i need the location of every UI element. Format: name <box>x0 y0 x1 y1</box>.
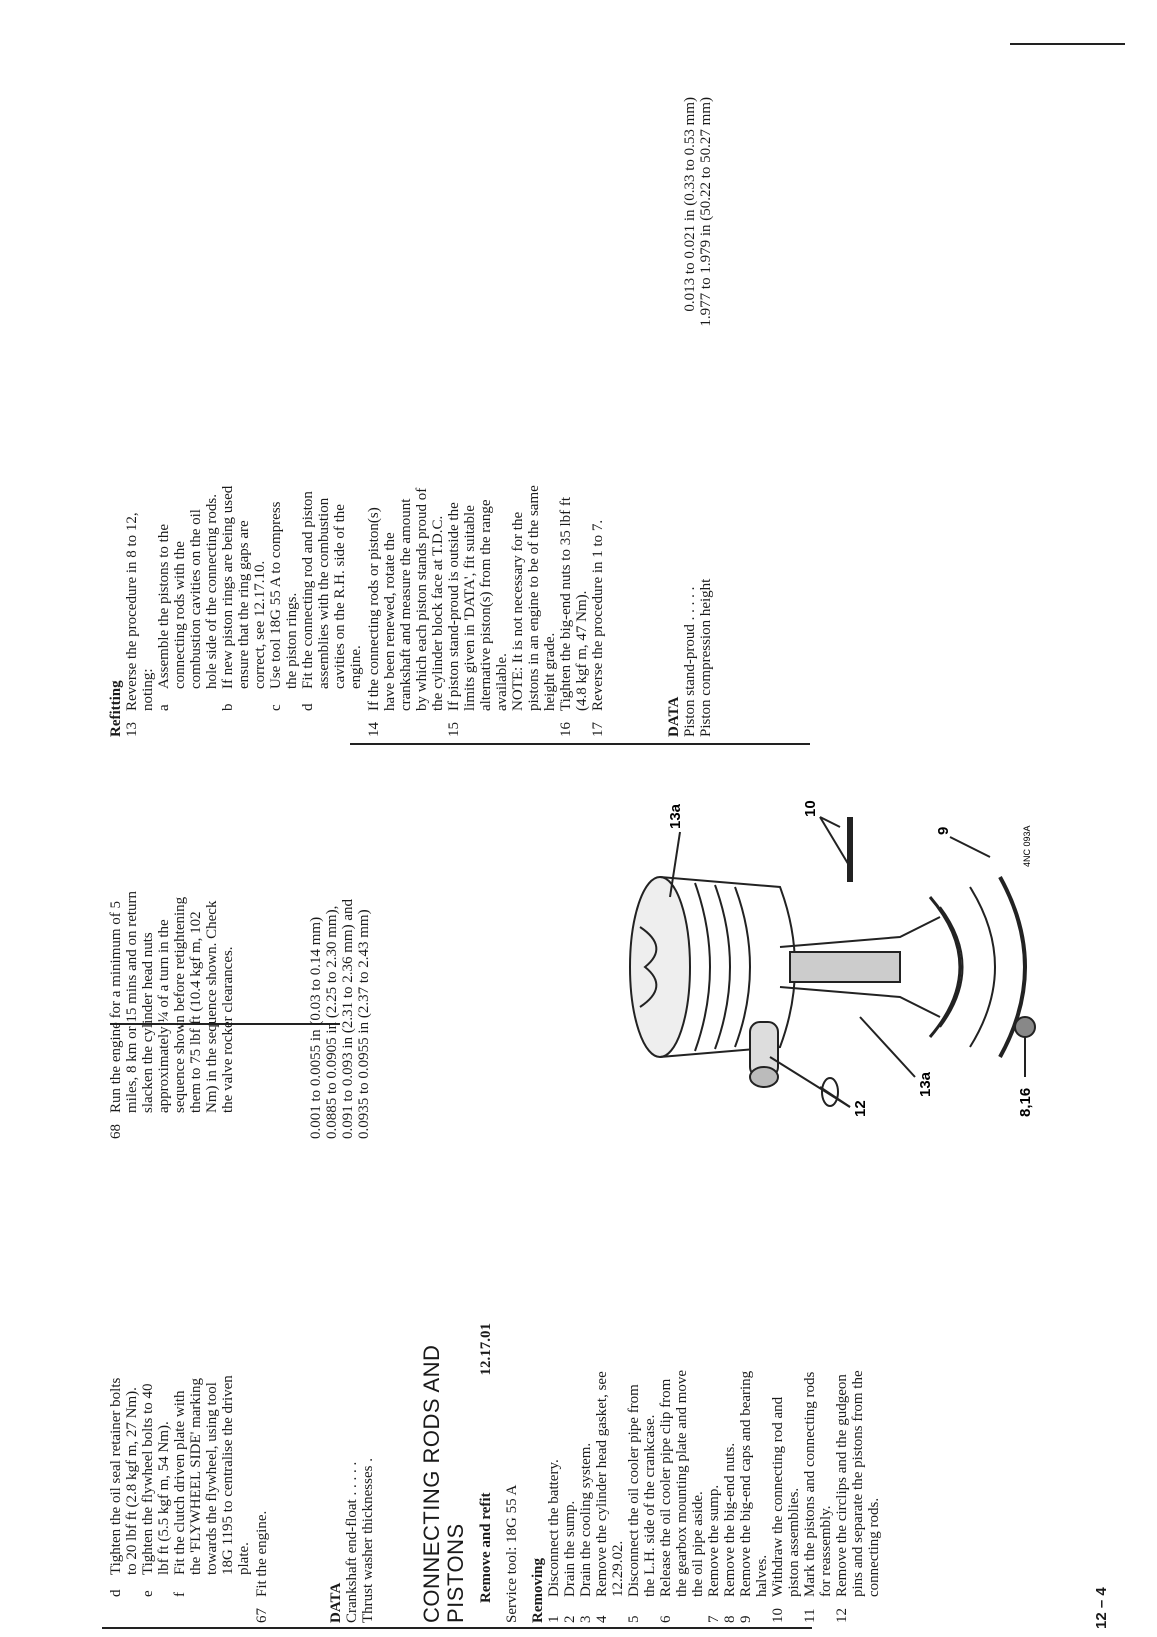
callout-13a-top: 13a <box>667 803 684 829</box>
data-value: 0.0935 to 0.0955 in (2.37 to 2.43 mm) <box>356 909 372 1139</box>
step-text: Drain the sump. <box>562 1500 578 1597</box>
removing-step <box>706 1323 722 1623</box>
step-text: Drain the cooling system. <box>578 1442 594 1597</box>
removing-step <box>578 1323 594 1623</box>
step-letter: a <box>156 704 172 711</box>
step-text: crankshaft and measure the amount <box>398 498 414 711</box>
step-number: 3 <box>578 1615 594 1623</box>
step-68 <box>108 849 236 1139</box>
removing-step <box>770 1323 802 1623</box>
step-text: by which each piston stands proud of <box>414 487 430 711</box>
step-f <box>172 1323 252 1623</box>
removing-step <box>738 1323 770 1623</box>
data-label: Crankshaft end-float . . . . . <box>344 1461 360 1623</box>
step-number: 7 <box>706 1615 722 1623</box>
step-number: 10 <box>770 1608 786 1623</box>
step-text: them to 75 lbf ft (10.4 kgf m, 102 <box>188 911 204 1113</box>
step-letter: b <box>220 703 236 711</box>
step-text: towards the flywheel, using tool <box>204 1382 220 1575</box>
step-text: lbf ft (5.5 kgf m, 54 Nm). <box>156 1421 172 1575</box>
step-text: Disconnect the oil cooler pipe from <box>626 1384 642 1597</box>
step-text: Reverse the procedure in 1 to 7. <box>590 519 606 711</box>
step-number: 12 <box>834 1608 850 1623</box>
step-text: Fit the clutch driven plate with <box>172 1390 188 1575</box>
step-text: have been renewed, rotate the <box>382 532 398 711</box>
column-3 <box>108 97 714 737</box>
step-number: 15 <box>446 722 462 737</box>
step-text: Remove the sump. <box>706 1484 722 1597</box>
step-number: 9 <box>738 1615 754 1623</box>
step-text: If piston stand-proud is outside the <box>446 502 462 711</box>
step-text: 12.29.02. <box>610 1540 626 1597</box>
step-text: the gearbox mounting plate and move <box>674 1369 690 1597</box>
step-text: alternative piston(s) from the range <box>478 499 494 711</box>
step-text: If the connecting rods or piston(s) <box>366 507 382 711</box>
step-number: 1 <box>546 1615 562 1623</box>
step-text: Tighten the oil seal retainer bolts <box>108 1377 124 1575</box>
step-number: 16 <box>558 722 574 737</box>
step-number: 4 <box>594 1615 610 1623</box>
column-1 <box>108 1323 882 1623</box>
step-text: approximately ¼ of a turn in the <box>156 919 172 1113</box>
removing-heading: Removing <box>530 1558 546 1623</box>
step-text: Fit the engine. <box>254 1510 270 1597</box>
step-letter: f <box>172 1592 188 1597</box>
step-14 <box>366 437 446 737</box>
step-text: hole side of the connecting rods. <box>204 494 220 689</box>
step-text: Reverse the procedure in 8 to 12, <box>124 512 140 711</box>
step-text: 18G 1195 to centralise the driven <box>220 1375 236 1575</box>
step-text: Fit the connecting rod and piston <box>300 491 316 689</box>
data-values-1 <box>308 849 372 1139</box>
step-number: 6 <box>658 1615 674 1623</box>
data-value: 0.013 to 0.021 in (0.33 to 0.53 mm) <box>682 97 698 312</box>
column-divider-2 <box>350 743 810 745</box>
step-text: to 20 lbf ft (2.8 kgf m, 27 Nm). <box>124 1387 140 1575</box>
data-value: 0.091 to 0.093 in (2.31 to 2.36 mm) and <box>340 899 356 1139</box>
removing-step <box>834 1323 882 1623</box>
step-number: 11 <box>802 1608 818 1623</box>
step-text: halves. <box>754 1554 770 1597</box>
step-text: noting: <box>140 668 156 711</box>
data-label: Piston stand-proud . . . . . <box>682 586 698 737</box>
step-text: Withdraw the connecting rod and <box>770 1396 786 1597</box>
removing-step <box>802 1323 834 1623</box>
page-number: 12 – 4 <box>1093 1587 1110 1629</box>
section-title: CONNECTING RODS AND <box>419 1344 444 1623</box>
step-number: 8 <box>722 1615 738 1623</box>
removing-step <box>722 1323 738 1623</box>
data-row-stand-proud <box>682 97 698 737</box>
step-text: available. <box>494 653 510 711</box>
step-text: Mark the pistons and connecting rods <box>802 1371 818 1597</box>
refitting-heading: Refitting <box>108 680 124 737</box>
note-text: height grade. <box>542 632 558 711</box>
callout-12: 12 <box>852 1100 869 1117</box>
assembly-steps-list <box>108 1323 270 1623</box>
step-text: Remove the circlips and the gudgeon <box>834 1374 850 1597</box>
step-text: engine. <box>348 645 364 689</box>
note-text: NOTE: It is not necessary for the <box>510 511 526 711</box>
step-text: plate. <box>236 1542 252 1575</box>
step-e <box>140 1323 172 1623</box>
callout-13a-bottom: 13a <box>917 1071 934 1097</box>
step-text: Nm) in the sequence shown. Check <box>204 900 220 1113</box>
step-text: connecting rods. <box>866 1497 882 1597</box>
step-text: sequence shown before retightening <box>172 896 188 1113</box>
data-label: Piston compression height <box>698 578 714 737</box>
step-15 <box>446 437 558 737</box>
removing-step <box>626 1323 658 1623</box>
step-text: miles, 8 km or 15 mins and on return <box>124 890 140 1113</box>
data-value: 1.977 to 1.979 in (50.22 to 50.27 mm) <box>698 97 714 327</box>
service-tool: Service tool: 18G 55 A <box>504 1484 520 1623</box>
step-d <box>108 1323 140 1623</box>
data-heading: DATA <box>328 1582 344 1623</box>
step-17 <box>590 437 606 737</box>
callout-10: 10 <box>802 800 819 817</box>
note-text: pistons in an engine to be of the same <box>526 485 542 711</box>
step-text: Tighten the flywheel bolts to 40 <box>140 1383 156 1575</box>
step-13d <box>300 437 364 737</box>
step-text: slacken the cylinder head nuts <box>140 932 156 1113</box>
step-text: limits given in 'DATA', fit suitable <box>462 505 478 711</box>
step-number: 68 <box>108 1124 124 1139</box>
data-section-1 <box>328 1323 376 1623</box>
step-text: If new piston rings are being used <box>220 485 236 689</box>
data-row-compression-height <box>698 97 714 737</box>
column-2 <box>108 849 372 1139</box>
callout-8-16: 8,16 <box>1017 1087 1034 1117</box>
step-13 <box>124 437 156 737</box>
step-16 <box>558 437 590 737</box>
data-value: 0.0885 to 0.0905 in (2.25 to 2.30 mm), <box>324 905 340 1139</box>
left-margin-rule <box>102 1627 812 1629</box>
step-text: ensure that the ring gaps are <box>236 520 252 689</box>
data-heading: DATA <box>666 696 682 737</box>
step-text: Remove the big-end nuts. <box>722 1442 738 1597</box>
step-text: Run the engine for a minimum of 5 <box>108 900 124 1113</box>
callout-9: 9 <box>935 826 952 835</box>
step-text: connecting rods with the <box>172 541 188 689</box>
data-section-2 <box>666 97 714 737</box>
data-value: 0.001 to 0.0055 in (0.03 to 0.14 mm) <box>308 916 324 1139</box>
step-letter: d <box>108 1589 124 1597</box>
step-letter: e <box>140 1590 156 1597</box>
step-text: Assemble the pistons to the <box>156 524 172 689</box>
removing-steps-list <box>546 1323 882 1623</box>
step-text: Use tool 18G 55 A to compress <box>268 501 284 689</box>
removing-step <box>658 1323 706 1623</box>
step-number: 13 <box>124 722 140 737</box>
step-text: the valve rocker clearances. <box>220 946 236 1113</box>
step-number: 17 <box>590 722 606 737</box>
step-number: 5 <box>626 1615 642 1623</box>
step-number: 2 <box>562 1615 578 1623</box>
step-number: 14 <box>366 722 382 737</box>
step-letter: d <box>300 703 316 711</box>
step-text: piston assemblies. <box>786 1487 802 1597</box>
step-13b <box>220 437 268 737</box>
step-text: the cylinder block face at T.D.C. <box>430 515 446 711</box>
step-text: (4.8 kgf m, 47 Nm). <box>574 590 590 711</box>
step-text: assemblies with the combustion <box>316 497 332 689</box>
step-letter: c <box>268 704 284 711</box>
step-text: Disconnect the battery. <box>546 1459 562 1597</box>
section-title: PISTONS <box>443 1523 468 1623</box>
right-margin-rule <box>1010 43 1125 45</box>
step-text: correct, see 12.17.10. <box>252 560 268 689</box>
step-text: the oil pipe aside. <box>690 1491 706 1597</box>
figure-code: 4NC 093A <box>1022 825 1032 867</box>
step-text: Tighten the big-end nuts to 35 lbf ft <box>558 496 574 711</box>
step-67 <box>254 1323 270 1623</box>
removing-step <box>562 1323 578 1623</box>
step-13a <box>156 437 220 737</box>
removing-step <box>594 1323 626 1623</box>
piston-assembly-drawing <box>520 787 1040 1117</box>
step-13c <box>268 437 300 737</box>
step-text: the 'FLYWHEEL SIDE' marking <box>188 1377 204 1575</box>
operation-number: 12.17.01 <box>478 1323 494 1376</box>
connecting-rods-section <box>420 1323 882 1623</box>
step-text: Remove the cylinder head gasket, see <box>594 1371 610 1597</box>
step-text: the piston rings. <box>284 592 300 689</box>
piston-rod-figure <box>520 787 1040 1117</box>
step-text: combustion cavities on the oil <box>188 509 204 689</box>
data-label: Thrust washer thicknesses . <box>360 1458 376 1623</box>
step-text: the L.H. side of the crankcase. <box>642 1414 658 1597</box>
step-text: cavities on the R.H. side of the <box>332 504 348 689</box>
step-text: for reassembly. <box>818 1505 834 1597</box>
step-text: pins and separate the pistons from the <box>850 1370 866 1597</box>
step-text: Release the oil cooler pipe clip from <box>658 1378 674 1597</box>
removing-step <box>546 1323 562 1623</box>
operation-title: Remove and refit <box>478 1492 494 1603</box>
step-number: 67 <box>254 1608 270 1623</box>
step-text: Remove the big-end caps and bearing <box>738 1370 754 1597</box>
